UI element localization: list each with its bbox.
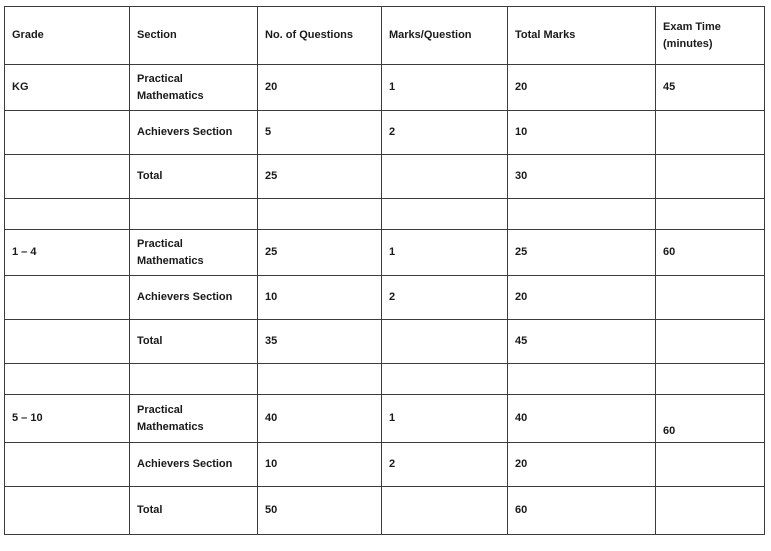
exam-time-cell <box>656 320 765 364</box>
header-row <box>5 7 765 65</box>
total-marks-cell: 30 <box>508 155 656 199</box>
exam-pattern-table <box>4 6 765 535</box>
section-cell: Total <box>130 320 258 364</box>
section-cell: Practical Mathematics <box>130 395 258 443</box>
total-marks-cell: 20 <box>508 65 656 111</box>
header-exam-time: Exam Time (minutes) <box>656 7 765 65</box>
grade-cell <box>5 487 130 535</box>
section-cell: Total <box>130 155 258 199</box>
exam-time-cell: 45 <box>656 65 765 111</box>
table-row <box>5 487 765 535</box>
marks-per-question-cell: 1 <box>382 395 508 443</box>
questions-cell: 5 <box>258 111 382 155</box>
spacer-row <box>5 199 765 230</box>
exam-time-cell <box>656 443 765 487</box>
section-cell: Achievers Section <box>130 276 258 320</box>
questions-cell: 10 <box>258 276 382 320</box>
table-row <box>5 65 765 111</box>
questions-cell: 35 <box>258 320 382 364</box>
table-row <box>5 395 765 443</box>
total-marks-cell: 20 <box>508 276 656 320</box>
total-marks-cell: 45 <box>508 320 656 364</box>
exam-time-cell: 60 <box>656 395 765 443</box>
grade-cell <box>5 443 130 487</box>
marks-per-question-cell <box>382 320 508 364</box>
table-row <box>5 111 765 155</box>
exam-time-cell <box>656 111 765 155</box>
header-section: Section <box>130 7 258 65</box>
section-cell: Achievers Section <box>130 111 258 155</box>
total-marks-cell: 25 <box>508 230 656 276</box>
marks-per-question-cell: 1 <box>382 65 508 111</box>
grade-cell <box>5 155 130 199</box>
marks-per-question-cell: 2 <box>382 443 508 487</box>
exam-time-cell <box>656 276 765 320</box>
table-row <box>5 276 765 320</box>
questions-cell: 10 <box>258 443 382 487</box>
questions-cell: 25 <box>258 230 382 276</box>
total-marks-cell: 10 <box>508 111 656 155</box>
header-total-marks: Total Marks <box>508 7 656 65</box>
exam-time-cell <box>656 487 765 535</box>
marks-per-question-cell <box>382 155 508 199</box>
section-cell: Practical Mathematics <box>130 65 258 111</box>
total-marks-cell: 20 <box>508 443 656 487</box>
questions-cell: 50 <box>258 487 382 535</box>
marks-per-question-cell: 2 <box>382 276 508 320</box>
grade-cell: KG <box>5 65 130 111</box>
table-row <box>5 320 765 364</box>
grade-cell <box>5 276 130 320</box>
questions-cell: 25 <box>258 155 382 199</box>
spacer-row <box>5 364 765 395</box>
questions-cell: 40 <box>258 395 382 443</box>
section-cell: Practical Mathematics <box>130 230 258 276</box>
header-questions: No. of Questions <box>258 7 382 65</box>
header-grade: Grade <box>5 7 130 65</box>
total-marks-cell: 60 <box>508 487 656 535</box>
exam-time-cell <box>656 155 765 199</box>
grade-cell: 1 – 4 <box>5 230 130 276</box>
questions-cell: 20 <box>258 65 382 111</box>
table-row <box>5 230 765 276</box>
marks-per-question-cell: 2 <box>382 111 508 155</box>
marks-per-question-cell <box>382 487 508 535</box>
total-marks-cell: 40 <box>508 395 656 443</box>
table-row <box>5 155 765 199</box>
header-marks-per-question: Marks/Question <box>382 7 508 65</box>
grade-cell <box>5 111 130 155</box>
marks-per-question-cell: 1 <box>382 230 508 276</box>
grade-cell <box>5 320 130 364</box>
section-cell: Achievers Section <box>130 443 258 487</box>
grade-cell: 5 – 10 <box>5 395 130 443</box>
table-row <box>5 443 765 487</box>
section-cell: Total <box>130 487 258 535</box>
exam-time-cell: 60 <box>656 230 765 276</box>
